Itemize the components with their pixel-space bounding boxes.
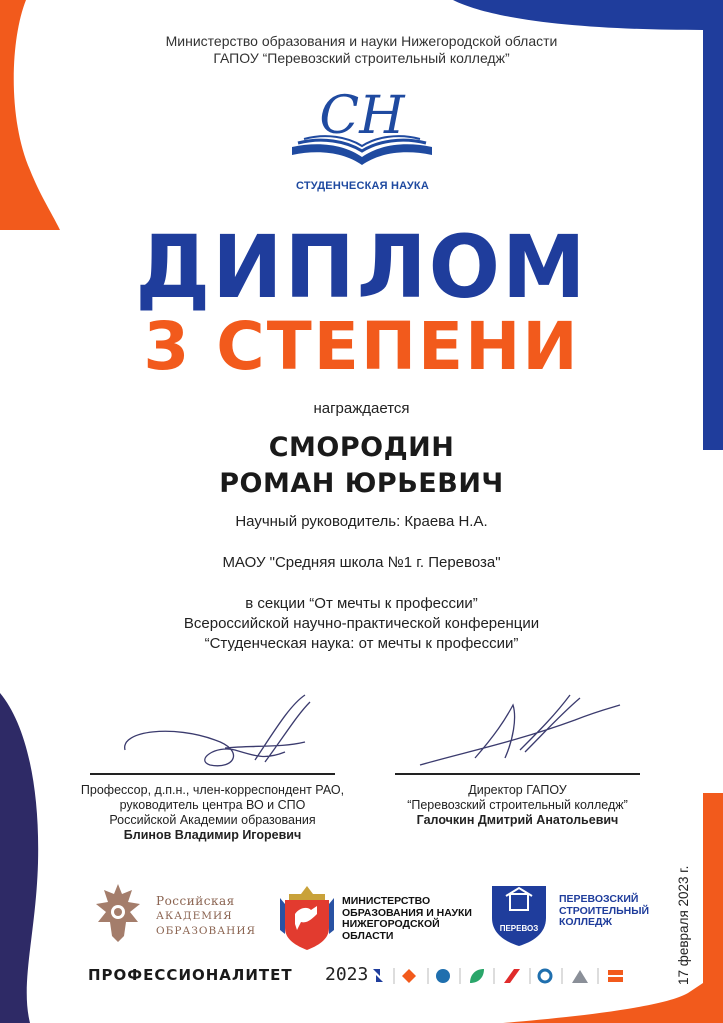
ministry-logo-line-2: ОБРАЗОВАНИЯ И НАУКИ [342,906,472,919]
book-logo-icon [280,85,445,180]
industry-icon-energy [402,969,416,983]
rao-label-line-3: ОБРАЗОВАНИЯ [156,925,256,937]
rao-label [156,894,256,939]
diploma-date: 17 февраля 2023 г. [676,865,691,985]
industry-icon-construction [373,969,383,982]
nizhny-novgorod-coat-icon [277,884,337,952]
industry-icon-agro [436,969,450,983]
signatory-left-title-1: Профессор, д.п.н., член-корреспондент РАО, [80,783,345,797]
college-logo-label [559,894,654,929]
recipient-surname: СМОРОДИН [268,432,455,463]
industry-icon-industry [608,970,623,982]
recipient-given-names: РОМАН ЮРЬЕВИЧ [219,468,504,499]
signature-line-right [395,773,640,775]
corner-decoration-bottom-left [0,693,60,1023]
footer-year: 2023 [325,964,369,985]
ministry-logo-line-3: НИЖЕГОРОДСКОЙ ОБЛАСТИ [342,918,440,942]
signatory-right-title-2: “Перевозский строительный колледж” [407,798,628,812]
supervisor-text: Научный руководитель: Краева Н.А. [235,513,488,530]
diploma-degree: 3 СТЕПЕНИ [143,308,580,385]
signatory-left-name: Блинов Владимир Игоревич [123,828,302,842]
signatory-right-title-1: Директор ГАПОУ [468,783,567,797]
conference-name-text: “Студенческая наука: от мечты к профессии” [204,635,519,652]
signatory-right [370,783,665,828]
conference-text: Всероссийской научно-практической конференции [183,615,540,632]
section-text: в секции “От мечты к профессии” [245,595,478,612]
school-text: МАОУ "Средняя школа №1 г. Перевоза" [222,554,501,571]
signatory-left [50,783,375,843]
header-college: ГАПОУ “Перевозский строительный колледж” [213,50,510,66]
ministry-logo-label [342,896,492,942]
rao-emblem-icon [88,880,148,950]
student-science-logo [280,85,445,200]
industry-icon-mining [572,970,588,983]
diploma-title: ДИПЛОМ [135,216,588,318]
college-badge-text: ПЕРЕВОЗ [499,924,539,933]
ministry-logo-line-1: МИНИСТЕРСТВО [342,895,431,907]
industry-icon-transport [504,969,520,983]
signatory-left-title-3: Российской Академии образования [109,813,316,827]
rao-label-line-1: Российская [156,894,235,908]
rao-label-line-2: АКАДЕМИЯ [156,910,233,922]
signatory-left-title-2: руководитель центра ВО и СПО [119,798,306,812]
college-logo-line-2: СТРОИТЕЛЬНЫЙ [559,904,650,917]
college-logo-line-3: КОЛЛЕДЖ [559,916,613,928]
perevoz-college-badge-icon [488,880,550,948]
college-logo-line-1: ПЕРЕВОЗСКИЙ [559,893,639,905]
signature-left [115,690,315,780]
industry-icons-strip [370,966,640,986]
industry-icon-it [539,970,551,982]
signature-right [405,690,625,780]
logo-caption: СТУДЕНЧЕСКАЯ НАУКА [296,180,429,192]
signature-line-left [90,773,335,775]
logo-letters: СН [319,86,405,146]
partner-logos [0,872,723,947]
industry-icon-ecology [470,969,484,983]
header-ministry: Министерство образования и науки Нижегородской области [165,33,558,49]
signatory-right-name: Галочкин Дмитрий Анатольевич [416,813,619,827]
professionalitet-brand: ПРОФЕССИОНАЛИТЕТ [88,966,293,984]
awarded-label: награждается [313,400,410,417]
